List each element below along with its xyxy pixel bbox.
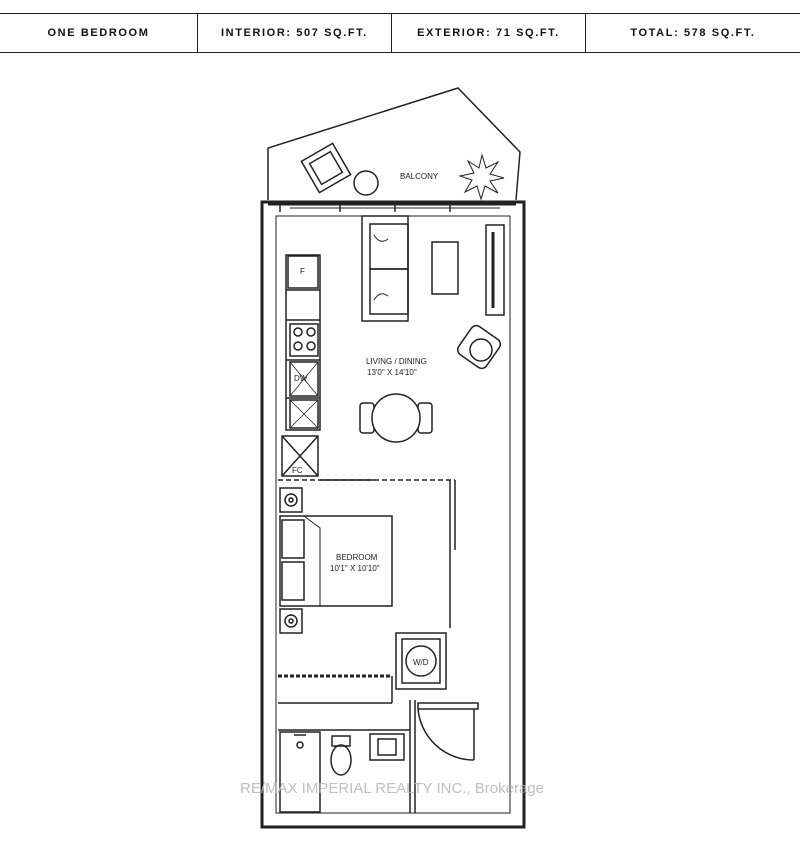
living-room-name: LIVING / DINING (366, 357, 427, 366)
nightstand-top (280, 488, 302, 512)
unit-type-label: ONE BEDROOM (0, 14, 198, 52)
fridge-label: F (300, 267, 305, 276)
balcony-label: BALCONY (400, 172, 439, 181)
living-room-dimensions: 13'0" X 14'10" (367, 368, 417, 377)
dishwasher-label: DW (294, 374, 308, 383)
balcony-plant (460, 155, 504, 199)
bathtub (280, 732, 320, 812)
dining-table (360, 394, 432, 442)
balcony-table (354, 171, 378, 195)
bedroom-dimensions: 10'1" X 10'10" (330, 564, 380, 573)
balcony-chair (301, 143, 350, 192)
furnace-closet-label: FC (292, 466, 303, 475)
armchair (455, 323, 502, 370)
entry-door (418, 703, 478, 760)
washer-dryer-label: W/D (413, 658, 429, 667)
total-area-label: TOTAL: 578 SQ.FT. (630, 27, 756, 39)
toilet (331, 736, 351, 775)
nightstand-bottom (280, 609, 302, 633)
coffee-table (432, 242, 458, 294)
tv-unit (486, 225, 504, 315)
sofa (362, 216, 408, 321)
brokerage-watermark: RE/MAX IMPERIAL REALTY INC., Brokerage (240, 780, 544, 797)
bathroom-sink (370, 734, 404, 760)
bedroom-name: BEDROOM (336, 553, 378, 562)
balcony-outline (268, 88, 520, 200)
exterior-area-label: EXTERIOR: 71 SQ.FT. (392, 14, 586, 52)
kitchen-counter (286, 255, 320, 430)
kitchen-sink (290, 400, 318, 428)
interior-area-label: INTERIOR: 507 SQ.FT. (198, 14, 392, 52)
stove (290, 324, 318, 356)
